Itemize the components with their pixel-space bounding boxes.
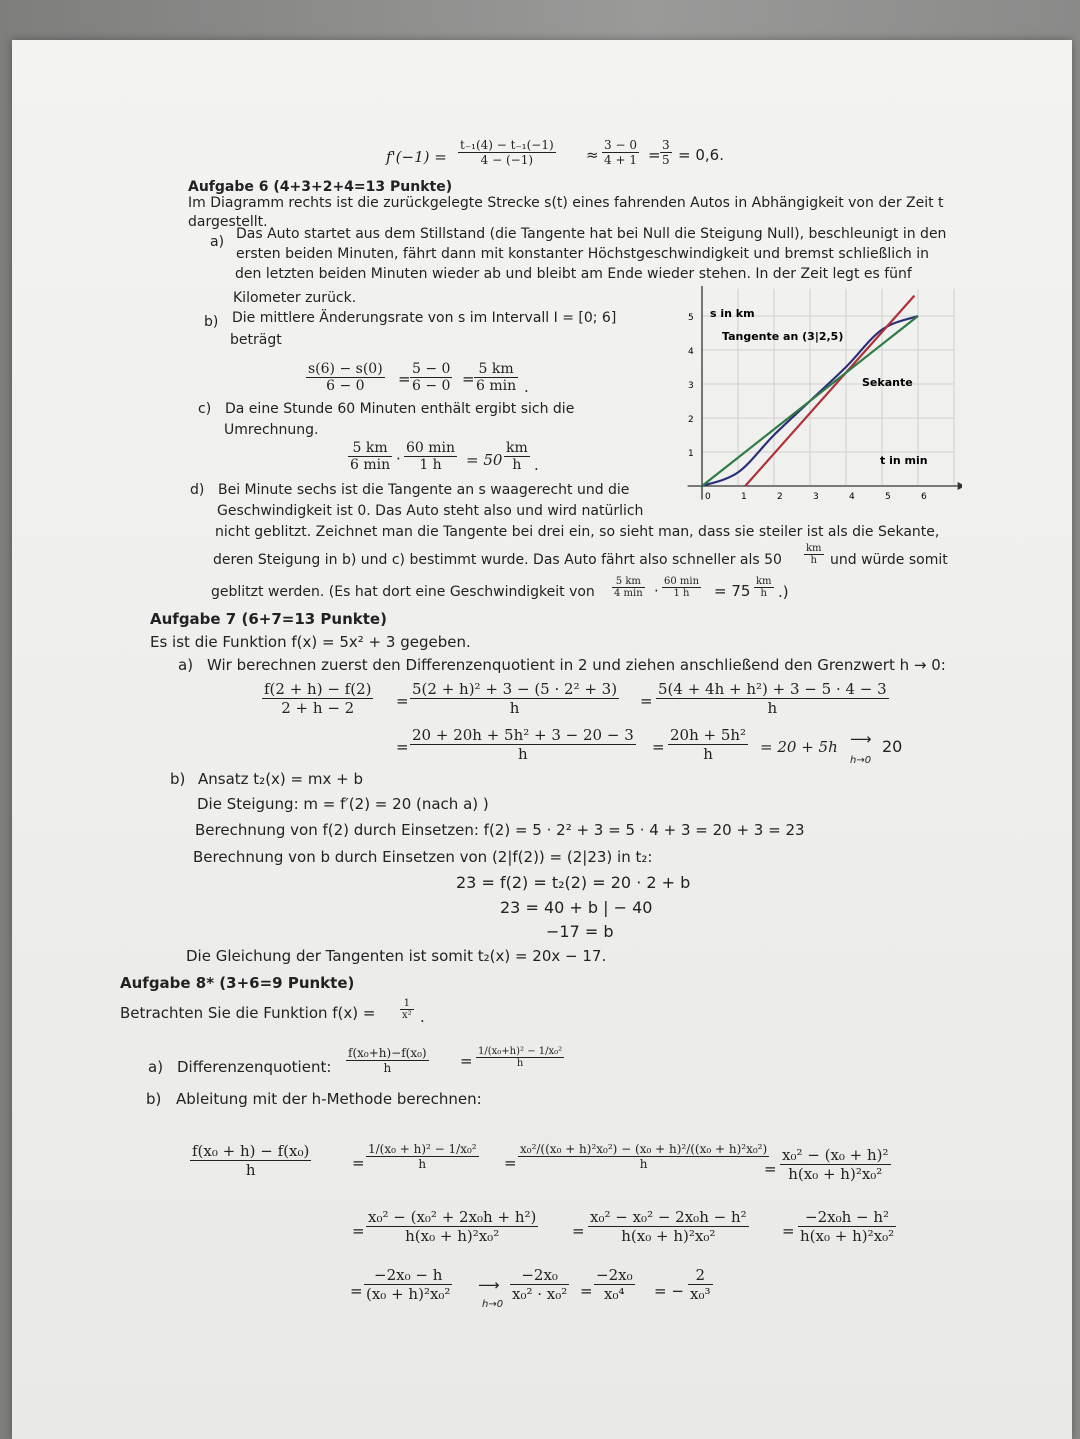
fraction: $\frac{\text{20h + 5h²}}{h}$ bbox=[670, 726, 747, 763]
value-50: = 50 bbox=[466, 451, 503, 469]
fraction: $\frac{\text{−2x₀}}{\text{x₀² · x₀²}}$ bbox=[512, 1266, 568, 1303]
secant-label: Sekante bbox=[862, 376, 913, 389]
aufgabe6-b-line: beträgt bbox=[230, 332, 282, 348]
arrow: ⟶ bbox=[478, 1276, 500, 1294]
x-axis-arrow bbox=[958, 482, 962, 490]
fraction: $\frac{f(2 + h) - f(2)}{2 + h - 2}$ bbox=[264, 680, 372, 717]
item-label: a) bbox=[210, 234, 225, 250]
fraction: 5 km 4 min bbox=[614, 576, 643, 599]
x-axis-label: t in min bbox=[880, 454, 928, 467]
equals-sign: = bbox=[580, 1282, 593, 1300]
value-75: = 75 bbox=[714, 582, 751, 600]
y-tick-label: 1 bbox=[688, 449, 694, 459]
period: . bbox=[420, 1008, 425, 1026]
equals-sign: = bbox=[504, 1154, 517, 1172]
aufgabe6-d-line: und würde somit bbox=[830, 552, 948, 568]
aufgabe6-a-line: Kilometer zurück. bbox=[233, 290, 357, 306]
fraction: $\frac{5 - 0}{6 - 0}$ bbox=[412, 361, 451, 394]
item-label: b) bbox=[204, 314, 219, 330]
item-label: a) bbox=[178, 656, 194, 674]
x-tick-label: 5 bbox=[885, 492, 891, 502]
x-tick-label: 2 bbox=[777, 492, 783, 502]
top-formula-lhs: f'(−1) = bbox=[386, 148, 447, 166]
equals-sign: = bbox=[640, 692, 653, 710]
top-formula-result: = 0,6. bbox=[678, 146, 724, 164]
aufgabe7-b-line: Berechnung von b durch Einsetzen von (2|f(2)) = (2|23) in t₂: bbox=[193, 848, 653, 866]
equals-sign: = bbox=[572, 1222, 585, 1240]
fraction: $\frac{2}{\text{x₀³}}$ bbox=[690, 1266, 711, 1303]
fraction: $\frac{\text{20 + 20h + 5h² + 3 − 20 − 3}}{h}$ bbox=[412, 726, 634, 763]
aufgabe7-b-line: Berechnung von f(2) durch Einsetzen: f(2) = 5 · 2² + 3 = 5 · 4 + 3 = 20 + 3 = 23 bbox=[195, 821, 805, 839]
fraction: $\frac{\text{−2x₀}}{\text{x₀⁴}}$ bbox=[596, 1266, 633, 1303]
y-tick-label: 4 bbox=[688, 347, 694, 357]
fraction: $\frac{\text{−2x₀ − h}}{\text{(x₀ + h)²x₀²}}$ bbox=[366, 1266, 451, 1303]
fraction: 60 min 1 h bbox=[664, 576, 700, 599]
x-tick-label: 1 bbox=[741, 492, 747, 502]
fraction: $\frac{\text{5(2 + h)² + 3 − (5 · 2² + 3)}}{h}$ bbox=[412, 680, 618, 717]
aufgabe6-intro-line: dargestellt. bbox=[188, 214, 268, 230]
multiply-sign: · bbox=[654, 582, 659, 600]
item-label: a) bbox=[148, 1058, 164, 1076]
x-tick-label: 3 bbox=[813, 492, 819, 502]
aufgabe7-title: Aufgabe 7 (6+7=13 Punkte) bbox=[150, 610, 387, 628]
equals-sign: = bbox=[398, 370, 411, 388]
period: . bbox=[524, 378, 529, 396]
y-tick-label: 2 bbox=[688, 415, 694, 425]
aufgabe6-b-line: Die mittlere Änderungsrate von s im Intervall I = [0; 6] bbox=[232, 310, 617, 326]
aufgabe6-a-line: den letzten beiden Minuten wieder ab und bleibt am Ende wieder stehen. In der Zeit legt es fünf bbox=[235, 266, 912, 282]
fraction: $\frac{\text{1/(x₀ + h)² − 1/x₀²}}{h}$ bbox=[368, 1142, 477, 1171]
fraction: $\frac{\text{x₀² − (x₀² + 2x₀h + h²)}}{\text{h(x₀ + h)²x₀²}}$ bbox=[368, 1208, 537, 1245]
fraction: $\frac{1}{\text{x²}}$ bbox=[402, 998, 412, 1021]
fraction: 5 km 6 min bbox=[476, 361, 517, 394]
fraction: $\frac{\text{−2x₀h − h²}}{\text{h(x₀ + h)²x₀²}}$ bbox=[800, 1208, 895, 1245]
fraction: $\frac{km}{h}$ bbox=[506, 440, 528, 473]
x-tick-label: 6 bbox=[921, 492, 927, 502]
arrow: ⟶ bbox=[850, 730, 872, 748]
aufgabe8-b-line: Ableitung mit der h-Methode berechnen: bbox=[176, 1090, 482, 1108]
y-axis-label: s in km bbox=[710, 307, 755, 320]
aufgabe7-b-equation: −17 = b bbox=[546, 922, 614, 941]
y-tick-label: 3 bbox=[688, 381, 694, 391]
fraction: 60 min 1 h bbox=[406, 440, 456, 473]
fraction: $\frac{\text{x₀² − x₀² − 2x₀h − h²}}{\text{h(x₀ + h)²x₀²}}$ bbox=[590, 1208, 747, 1245]
distance-time-graph bbox=[672, 286, 962, 516]
item-label: d) bbox=[190, 482, 205, 498]
limit-expression: = 20 + 5h bbox=[760, 738, 838, 756]
closing-paren: .) bbox=[778, 583, 789, 601]
aufgabe6-c-line: Umrechnung. bbox=[224, 422, 319, 438]
aufgabe7-a-line: Wir berechnen zuerst den Differenzenquotient in 2 und ziehen anschließend den Grenzwert h → 0: bbox=[207, 656, 946, 674]
aufgabe6-d-line: geblitzt werden. (Es hat dort eine Geschwindigkeit von bbox=[211, 584, 595, 600]
fraction: 5 km 6 min bbox=[350, 440, 391, 473]
aufgabe6-d-line: Geschwindigkeit ist 0. Das Auto steht also und wird natürlich bbox=[217, 503, 644, 519]
equals-sign: = bbox=[462, 370, 475, 388]
fraction: $\frac{\text{f(x₀+h)−f(x₀)}}{h}$ bbox=[348, 1046, 427, 1075]
aufgabe8-a-line: Differenzenquotient: bbox=[177, 1058, 332, 1076]
fraction: $\frac{\text{f(x₀ + h) − f(x₀)}}{h}$ bbox=[192, 1142, 310, 1179]
fraction: $\frac{\text{5(4 + 4h + h²) + 3 − 5 · 4 − 3}}{h}$ bbox=[658, 680, 887, 717]
aufgabe7-b-line: Ansatz t₂(x) = mx + b bbox=[198, 770, 363, 788]
aufgabe7-result: Die Gleichung der Tangenten ist somit t₂(x) = 20x − 17. bbox=[186, 947, 607, 965]
fraction: $\frac{s(6) - s(0)}{6 - 0}$ bbox=[308, 361, 383, 394]
item-label: b) bbox=[146, 1090, 162, 1108]
equals-sign: = bbox=[350, 1282, 363, 1300]
fraction: $\frac{\text{x₀²/((x₀ + h)²x₀²) − (x₀ + h)²/((x₀ + h)²x₀²)}}{h}$ bbox=[520, 1142, 768, 1171]
unit-fraction: $\frac{km}{h}$ bbox=[806, 543, 822, 566]
aufgabe6-d-line: nicht geblitzt. Zeichnet man die Tangente bei drei ein, so sieht man, dass sie steiler ist als die Sekante, bbox=[215, 524, 940, 540]
aufgabe6-d-line: deren Steigung in b) und c) bestimmt wurde. Das Auto fährt also schneller als 50 bbox=[213, 552, 782, 568]
equals-sign: = bbox=[396, 738, 409, 756]
aufgabe6-intro-line: Im Diagramm rechts ist die zurückgelegte Strecke s(t) eines fahrenden Autos in Abhängigkeit von der Zeit t bbox=[188, 195, 944, 211]
aufgabe7-b-equation: 23 = f(2) = t₂(2) = 20 · 2 + b bbox=[456, 873, 691, 892]
limit-subscript: h→0 bbox=[850, 755, 872, 766]
equals-minus: = − bbox=[654, 1282, 684, 1300]
fraction: $\frac{\text{x₀² − (x₀ + h)²}}{\text{h(x₀ + h)²x₀²}}$ bbox=[782, 1146, 889, 1183]
equals-sign: = bbox=[652, 738, 665, 756]
equals-sign: = bbox=[648, 146, 661, 164]
equals-sign: = bbox=[782, 1222, 795, 1240]
limit-subscript: h→0 bbox=[482, 1299, 504, 1310]
aufgabe7-b-line: Die Steigung: m = f′(2) = 20 (nach a) ) bbox=[197, 795, 489, 813]
equals-sign: = bbox=[764, 1160, 777, 1178]
equals-sign: = bbox=[396, 692, 409, 710]
aufgabe6-title: Aufgabe 6 (4+3+2+4=13 Punkte) bbox=[188, 179, 453, 195]
x-tick-label: 0 bbox=[705, 492, 711, 502]
item-label: b) bbox=[170, 770, 186, 788]
aufgabe7-intro: Es ist die Funktion f(x) = 5x² + 3 gegeben. bbox=[150, 633, 471, 651]
y-tick-label: 5 bbox=[688, 313, 694, 323]
aufgabe6-a-line: Das Auto startet aus dem Stillstand (die Tangente hat bei Null die Steigung Null), beschleunigt in den bbox=[236, 226, 947, 242]
tangent-label: Tangente an (3|2,5) bbox=[722, 330, 844, 343]
item-label: c) bbox=[198, 401, 212, 417]
aufgabe8-title: Aufgabe 8* (3+6=9 Punkte) bbox=[120, 974, 355, 992]
fraction: $\frac{\text{1/(x₀+h)² − 1/x₀²}}{h}$ bbox=[478, 1046, 563, 1069]
aufgabe6-a-line: ersten beiden Minuten, fährt dann mit konstanter Höchstgeschwindigkeit und bremst schließlich in bbox=[236, 246, 929, 262]
unit-fraction: $\frac{km}{h}$ bbox=[756, 576, 772, 599]
equals-sign: = bbox=[460, 1052, 473, 1070]
aufgabe8-intro: Betrachten Sie die Funktion f(x) = bbox=[120, 1004, 376, 1022]
aufgabe6-d-line: Bei Minute sechs ist die Tangente an s waagerecht und die bbox=[218, 482, 630, 498]
period: . bbox=[534, 456, 539, 474]
aufgabe6-c-line: Da eine Stunde 60 Minuten enthält ergibt sich die bbox=[225, 401, 575, 417]
x-tick-label: 4 bbox=[849, 492, 855, 502]
equals-sign: = bbox=[352, 1154, 365, 1172]
top-formula-fraction-2: $\frac{3 - 0}{4 + 1}$ bbox=[604, 138, 637, 167]
multiply-sign: · bbox=[396, 450, 401, 468]
top-formula-fraction-3: $\frac{3}{5}$ bbox=[662, 138, 670, 167]
top-formula-fraction-1: $\frac{\text{t₋₁(4) − t₋₁(−1)}}{4 - (-1)}$ bbox=[460, 138, 554, 167]
limit-value: 20 bbox=[882, 737, 903, 756]
approx-sign: ≈ bbox=[586, 146, 599, 164]
aufgabe7-b-equation: 23 = 40 + b | − 40 bbox=[500, 898, 653, 917]
equals-sign: = bbox=[352, 1222, 365, 1240]
